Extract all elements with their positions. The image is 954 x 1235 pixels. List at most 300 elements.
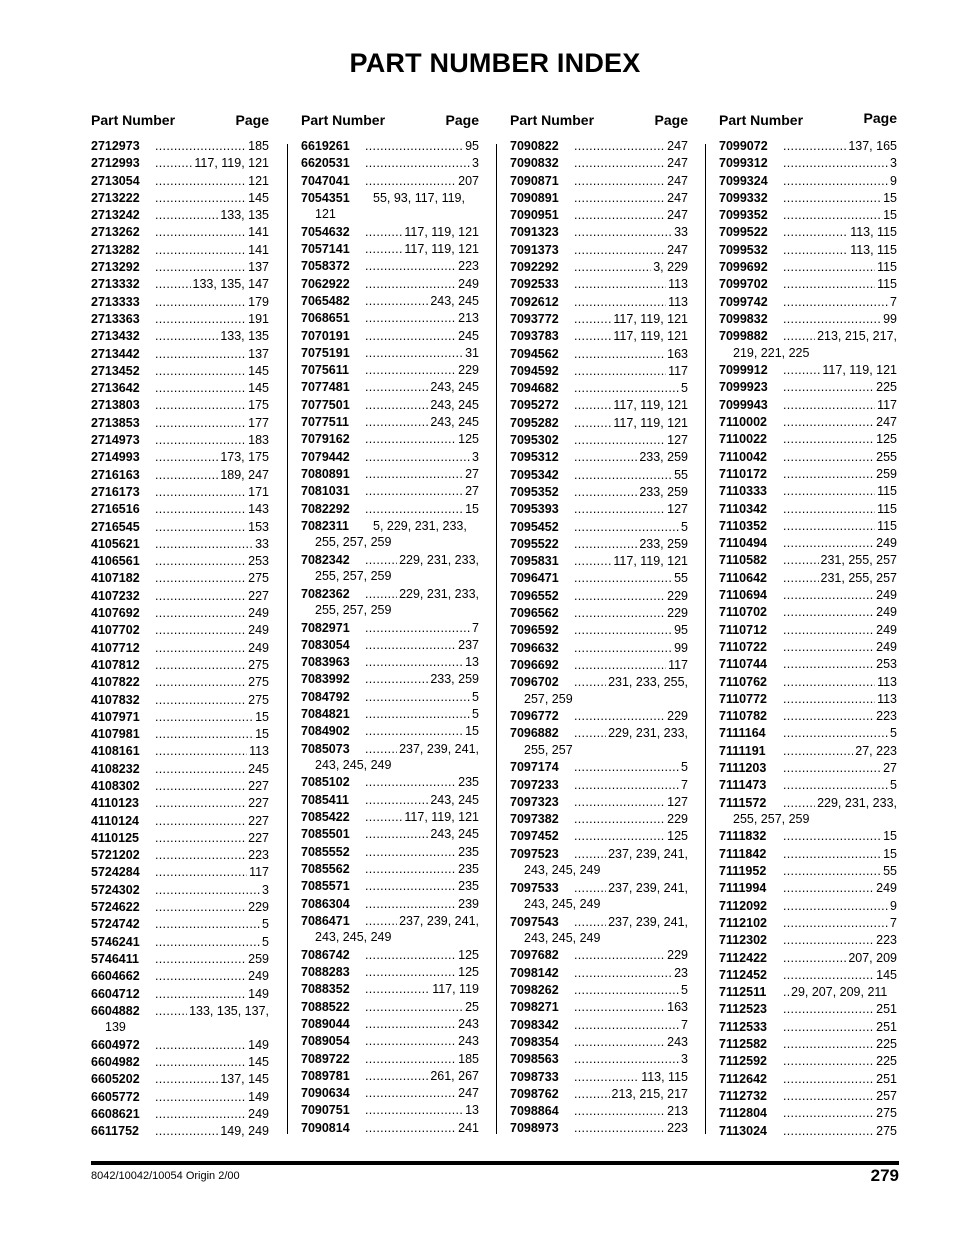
page-refs: 141 xyxy=(248,225,269,240)
part-number: 2713222 xyxy=(91,190,140,205)
part-number: 7095302 xyxy=(510,433,559,448)
dot-leader xyxy=(574,846,606,863)
index-entry xyxy=(719,846,897,863)
dot-leader xyxy=(155,242,246,259)
dot-leader xyxy=(155,501,246,518)
index-entry xyxy=(719,552,897,569)
part-number: 6604982 xyxy=(91,1055,140,1070)
part-number: 7091323 xyxy=(510,225,559,240)
page-refs: 249 xyxy=(876,881,897,896)
dot-leader xyxy=(574,1069,639,1086)
page-refs-continued: 255, 257, 259 xyxy=(315,602,392,617)
part-number: 7090751 xyxy=(301,1103,350,1118)
part-number: 7086742 xyxy=(301,947,350,962)
dot-leader xyxy=(365,241,402,258)
page-refs: 175 xyxy=(248,398,269,413)
page-refs: 233, 259 xyxy=(430,672,479,687)
dot-leader xyxy=(155,190,246,207)
page-refs: 113 xyxy=(877,691,897,706)
page-refs: 249 xyxy=(248,606,269,621)
index-entry xyxy=(719,1123,897,1140)
part-number: 7111832 xyxy=(719,829,767,844)
page-refs: 253 xyxy=(876,657,897,672)
index-entry xyxy=(301,896,479,913)
page-refs-continued: 255, 257, 259 xyxy=(315,535,392,550)
index-entry xyxy=(91,830,269,847)
part-number: 7092612 xyxy=(510,294,559,309)
page-refs: 235 xyxy=(458,879,479,894)
page-refs-continued: 219, 221, 225 xyxy=(733,345,810,360)
index-entry xyxy=(510,519,688,536)
index-entry xyxy=(719,828,897,845)
page-refs: 7 xyxy=(890,915,897,930)
page-refs: 233, 259 xyxy=(639,536,688,551)
part-number: 4107971 xyxy=(91,709,140,724)
dot-leader xyxy=(365,671,428,688)
index-entry xyxy=(510,880,688,912)
index-entry xyxy=(91,588,269,605)
dot-leader xyxy=(783,362,820,379)
part-number: 7090832 xyxy=(510,156,559,171)
page-refs: 163 xyxy=(667,346,688,361)
dot-leader xyxy=(365,689,470,706)
part-number: 2714993 xyxy=(91,450,140,465)
part-number: 6619261 xyxy=(301,139,350,153)
dot-leader xyxy=(365,964,456,981)
dot-leader xyxy=(365,1051,456,1068)
dot-leader xyxy=(574,207,665,224)
index-entry xyxy=(719,518,897,535)
page-refs: 227 xyxy=(248,588,269,603)
part-number: 7084821 xyxy=(301,706,350,721)
index-entry xyxy=(510,999,688,1016)
part-number: 7112422 xyxy=(719,950,767,965)
index-entry xyxy=(301,913,479,945)
page-refs-continued: 243, 245, 249 xyxy=(315,930,392,945)
dot-leader xyxy=(574,1103,665,1120)
part-number: 7099312 xyxy=(719,156,768,171)
page-refs: 133, 135, 137, xyxy=(189,1003,269,1018)
index-entry xyxy=(510,605,688,622)
index-entry xyxy=(510,640,688,657)
dot-leader xyxy=(783,587,874,604)
part-number: 6605202 xyxy=(91,1072,140,1087)
page-refs: 145 xyxy=(248,363,269,378)
index-entry xyxy=(91,1123,269,1140)
index-entry xyxy=(301,741,479,773)
index-entry xyxy=(719,1105,897,1122)
part-number: 2713363 xyxy=(91,311,140,326)
dot-leader xyxy=(783,328,815,345)
page-refs: 125 xyxy=(458,947,479,962)
index-entry xyxy=(719,173,897,190)
column-header xyxy=(510,112,688,138)
dot-leader xyxy=(365,878,456,895)
column-divider xyxy=(287,144,288,1134)
part-number-header: Part Number xyxy=(510,112,595,128)
dot-leader xyxy=(155,328,218,345)
dot-leader xyxy=(783,1036,874,1053)
part-number: 7097233 xyxy=(510,777,559,792)
part-number: 7098563 xyxy=(510,1052,559,1067)
page-refs: 115 xyxy=(877,260,897,275)
dot-leader xyxy=(783,466,874,483)
page-refs: 15 xyxy=(883,846,897,861)
index-entry xyxy=(91,709,269,726)
index-entry xyxy=(91,397,269,414)
index-entry xyxy=(91,138,269,155)
dot-leader xyxy=(574,674,606,691)
page-refs: 95 xyxy=(465,139,479,153)
part-number: 7110712 xyxy=(719,622,767,637)
dot-leader xyxy=(574,311,611,328)
page-refs: 115 xyxy=(877,277,897,292)
page-refs: 33 xyxy=(255,536,269,551)
part-number: 7098733 xyxy=(510,1069,559,1084)
part-number: 7077501 xyxy=(301,397,350,412)
index-entry xyxy=(719,483,897,500)
page-refs: 247 xyxy=(667,242,688,257)
index-entry xyxy=(301,379,479,396)
page-refs: 5 xyxy=(262,917,269,932)
dot-leader xyxy=(574,708,665,725)
page-refs: 237, 239, 241, xyxy=(608,846,688,861)
part-number: 7083992 xyxy=(301,672,350,687)
part-number: 7111191 xyxy=(719,743,766,758)
page-refs: 177 xyxy=(248,415,269,430)
index-entry xyxy=(91,657,269,674)
page-header: Page xyxy=(654,112,688,128)
dot-leader xyxy=(155,519,246,536)
page-refs: 15 xyxy=(465,501,479,516)
part-number: 7079442 xyxy=(301,449,350,464)
index-entry xyxy=(91,1106,269,1123)
index-entry xyxy=(719,880,897,897)
index-entry xyxy=(510,1120,688,1137)
dot-leader xyxy=(574,155,665,172)
page-refs: 243, 245 xyxy=(430,415,479,430)
index-entry xyxy=(301,138,479,155)
page-refs: 27 xyxy=(465,484,479,499)
page-refs: 7 xyxy=(681,1017,688,1032)
index-entry xyxy=(510,311,688,328)
dot-leader xyxy=(574,1051,679,1068)
part-number: 7085552 xyxy=(301,844,350,859)
index-entry xyxy=(301,173,479,190)
dot-leader xyxy=(574,982,679,999)
index-entry xyxy=(301,241,479,258)
part-number: 4110124 xyxy=(91,813,139,828)
page-refs: 7 xyxy=(890,294,897,309)
dot-leader xyxy=(783,984,789,1001)
index-entry xyxy=(91,207,269,224)
dot-leader xyxy=(155,916,260,933)
part-number: 7112732 xyxy=(719,1088,767,1103)
dot-leader xyxy=(574,880,606,897)
index-entry xyxy=(91,519,269,536)
page-refs: 189, 247 xyxy=(220,467,269,482)
index-entry xyxy=(719,795,897,827)
dot-leader xyxy=(574,553,611,570)
page-refs: 249 xyxy=(876,536,897,551)
page-refs: 275 xyxy=(876,1106,897,1121)
index-entry xyxy=(301,276,479,293)
index-entry xyxy=(301,466,479,483)
dot-leader xyxy=(155,605,246,622)
part-number: 7095452 xyxy=(510,519,559,534)
dot-leader xyxy=(783,1123,874,1140)
part-number: 2713292 xyxy=(91,260,140,275)
dot-leader xyxy=(574,138,665,155)
dot-leader xyxy=(365,896,456,913)
page-refs: 113 xyxy=(668,294,688,309)
part-number: 7090822 xyxy=(510,139,559,153)
index-entry xyxy=(510,294,688,311)
index-entry xyxy=(91,761,269,778)
page-refs: 133, 135 xyxy=(220,329,269,344)
index-column-4 xyxy=(719,112,897,1140)
page-refs: 117, 119, 121 xyxy=(613,329,688,344)
page-refs: 229, 231, 233, xyxy=(608,726,688,741)
part-number: 7098262 xyxy=(510,983,559,998)
page-refs: 13 xyxy=(465,1103,479,1118)
page-refs: 3 xyxy=(681,1052,688,1067)
index-entry xyxy=(301,1033,479,1050)
page-refs: 249 xyxy=(248,640,269,655)
part-number: 7110494 xyxy=(719,536,767,551)
index-entry xyxy=(510,657,688,674)
part-number: 2713452 xyxy=(91,363,140,378)
dot-leader xyxy=(155,380,246,397)
page-refs: 15 xyxy=(883,829,897,844)
page-refs: 257 xyxy=(876,1088,897,1103)
index-entry xyxy=(91,916,269,933)
page-refs: 125 xyxy=(876,432,897,447)
index-entry xyxy=(91,795,269,812)
part-number: 7095272 xyxy=(510,398,559,413)
index-entry xyxy=(91,605,269,622)
part-number: 7085102 xyxy=(301,775,350,790)
dot-leader xyxy=(574,484,637,501)
dot-leader xyxy=(783,674,875,691)
index-entry xyxy=(301,362,479,379)
dot-leader xyxy=(783,743,853,760)
part-number: 7110342 xyxy=(719,501,767,516)
page-refs: 5 xyxy=(472,689,479,704)
part-number: 7095352 xyxy=(510,484,559,499)
page-refs: 173, 175 xyxy=(220,450,269,465)
part-number: 4107832 xyxy=(91,692,140,707)
dot-leader xyxy=(783,1019,874,1036)
column-divider xyxy=(705,144,706,1134)
index-entry xyxy=(91,536,269,553)
index-entry xyxy=(719,379,897,396)
index-entry xyxy=(91,813,269,830)
dot-leader xyxy=(574,397,611,414)
dot-leader xyxy=(155,155,192,172)
index-column-2 xyxy=(301,112,479,1137)
part-number: 7057141 xyxy=(301,242,350,257)
part-number: 7099923 xyxy=(719,380,768,395)
index-entry xyxy=(510,846,688,878)
part-number: 7098271 xyxy=(510,1000,559,1015)
dot-leader xyxy=(783,414,874,431)
index-entry xyxy=(719,311,897,328)
index-entry xyxy=(301,501,479,518)
index-entry xyxy=(510,224,688,241)
part-number: 7110702 xyxy=(719,605,767,620)
dot-leader xyxy=(574,999,665,1016)
part-number: 5724742 xyxy=(91,917,140,932)
page-refs-continued: 255, 257, 259 xyxy=(315,569,392,584)
dot-leader xyxy=(783,518,875,535)
page-refs: 241 xyxy=(458,1120,479,1135)
page-refs: 27 xyxy=(465,466,479,481)
dot-leader xyxy=(155,743,247,760)
part-number: 7112582 xyxy=(719,1037,767,1052)
part-number: 7088352 xyxy=(301,982,350,997)
page-refs: 3 xyxy=(472,156,479,171)
index-entry xyxy=(719,449,897,466)
page-refs: 15 xyxy=(883,190,897,205)
dot-leader xyxy=(365,706,470,723)
dot-leader xyxy=(574,1120,665,1137)
part-number: 2713332 xyxy=(91,277,140,292)
dot-leader xyxy=(574,1017,679,1034)
part-number: 7085411 xyxy=(301,792,349,807)
part-number: 7080891 xyxy=(301,466,350,481)
part-number: 7099742 xyxy=(719,294,768,309)
index-entry xyxy=(510,947,688,964)
index-entry xyxy=(301,310,479,327)
index-entry xyxy=(719,224,897,241)
dot-leader xyxy=(365,345,463,362)
page-refs: 117 xyxy=(877,397,897,412)
index-entry xyxy=(91,259,269,276)
part-number: 5724622 xyxy=(91,900,140,915)
column-header xyxy=(301,112,479,138)
index-entry xyxy=(510,708,688,725)
part-number: 7097382 xyxy=(510,812,559,827)
index-entry xyxy=(510,242,688,259)
part-number: 7077511 xyxy=(301,415,349,430)
dot-leader xyxy=(365,947,456,964)
page-refs: 247 xyxy=(876,415,897,430)
index-entry xyxy=(91,968,269,985)
part-number: 7110352 xyxy=(719,518,767,533)
part-number-header: Part Number xyxy=(91,112,176,128)
index-entry xyxy=(510,622,688,639)
part-number: 7112452 xyxy=(719,967,767,982)
index-entry xyxy=(91,934,269,951)
page-refs: 5 xyxy=(262,934,269,949)
dot-leader xyxy=(155,830,246,847)
page-refs: 117, 119, 121 xyxy=(613,311,688,326)
page-refs: 183 xyxy=(248,433,269,448)
index-entry xyxy=(301,449,479,466)
part-number: 7089722 xyxy=(301,1051,350,1066)
column-divider xyxy=(496,144,497,1134)
page-refs: 5 xyxy=(681,983,688,998)
page-refs: 113 xyxy=(877,674,897,689)
page-refs: 249 xyxy=(248,969,269,984)
page-refs: 113, 115 xyxy=(850,242,897,257)
part-number: 7099912 xyxy=(719,363,768,378)
dot-leader xyxy=(155,553,246,570)
dot-leader xyxy=(155,536,253,553)
index-entry xyxy=(719,950,897,967)
index-entry xyxy=(719,674,897,691)
index-entry xyxy=(719,414,897,431)
index-entry xyxy=(510,190,688,207)
dot-leader xyxy=(365,379,428,396)
part-number: 7112592 xyxy=(719,1054,767,1069)
index-entry xyxy=(301,861,479,878)
dot-leader xyxy=(365,431,456,448)
dot-leader xyxy=(155,692,246,709)
part-number: 7075191 xyxy=(301,345,350,360)
index-entry xyxy=(301,981,479,998)
part-number: 7088522 xyxy=(301,999,350,1014)
dot-leader xyxy=(783,397,875,414)
index-entry xyxy=(510,397,688,414)
page-refs: 127 xyxy=(667,502,688,517)
page-refs: 247 xyxy=(458,1086,479,1101)
index-entry xyxy=(719,138,897,155)
page-refs-continued: 255, 257, 259 xyxy=(733,811,810,826)
dot-leader xyxy=(574,605,665,622)
index-entry xyxy=(510,207,688,224)
dot-leader xyxy=(783,691,875,708)
part-number: 7112533 xyxy=(719,1019,767,1034)
part-number: 7085571 xyxy=(301,879,350,894)
part-number: 2713442 xyxy=(91,346,140,361)
part-number: 4107712 xyxy=(91,640,140,655)
dot-leader xyxy=(155,415,246,432)
part-number: 7088283 xyxy=(301,965,350,980)
dot-leader xyxy=(574,242,665,259)
page-refs: 213 xyxy=(667,1104,688,1119)
index-entry xyxy=(91,380,269,397)
dot-leader xyxy=(783,898,888,915)
index-entry xyxy=(719,1088,897,1105)
page-refs: 179 xyxy=(248,294,269,309)
index-entry xyxy=(91,276,269,293)
index-entry xyxy=(301,328,479,345)
page-refs: 99 xyxy=(674,640,688,655)
dot-leader xyxy=(574,467,672,484)
index-entry xyxy=(719,362,897,379)
part-number: 7085562 xyxy=(301,861,350,876)
part-number: 7110042 xyxy=(719,449,767,464)
page-refs: 225 xyxy=(876,380,897,395)
dot-leader xyxy=(574,380,679,397)
dot-leader xyxy=(365,981,430,998)
index-entry xyxy=(91,484,269,501)
part-number: 7099332 xyxy=(719,190,768,205)
dot-leader xyxy=(365,1068,428,1085)
part-number: 6604972 xyxy=(91,1037,140,1052)
part-number: 2712993 xyxy=(91,156,140,171)
dot-leader xyxy=(783,915,888,932)
page-refs: 15 xyxy=(883,208,897,223)
page-refs: 55 xyxy=(674,571,688,586)
index-entry xyxy=(719,967,897,984)
index-entry xyxy=(510,553,688,570)
part-number: 7085073 xyxy=(301,741,350,756)
dot-leader xyxy=(155,761,246,778)
index-entry xyxy=(719,1036,897,1053)
